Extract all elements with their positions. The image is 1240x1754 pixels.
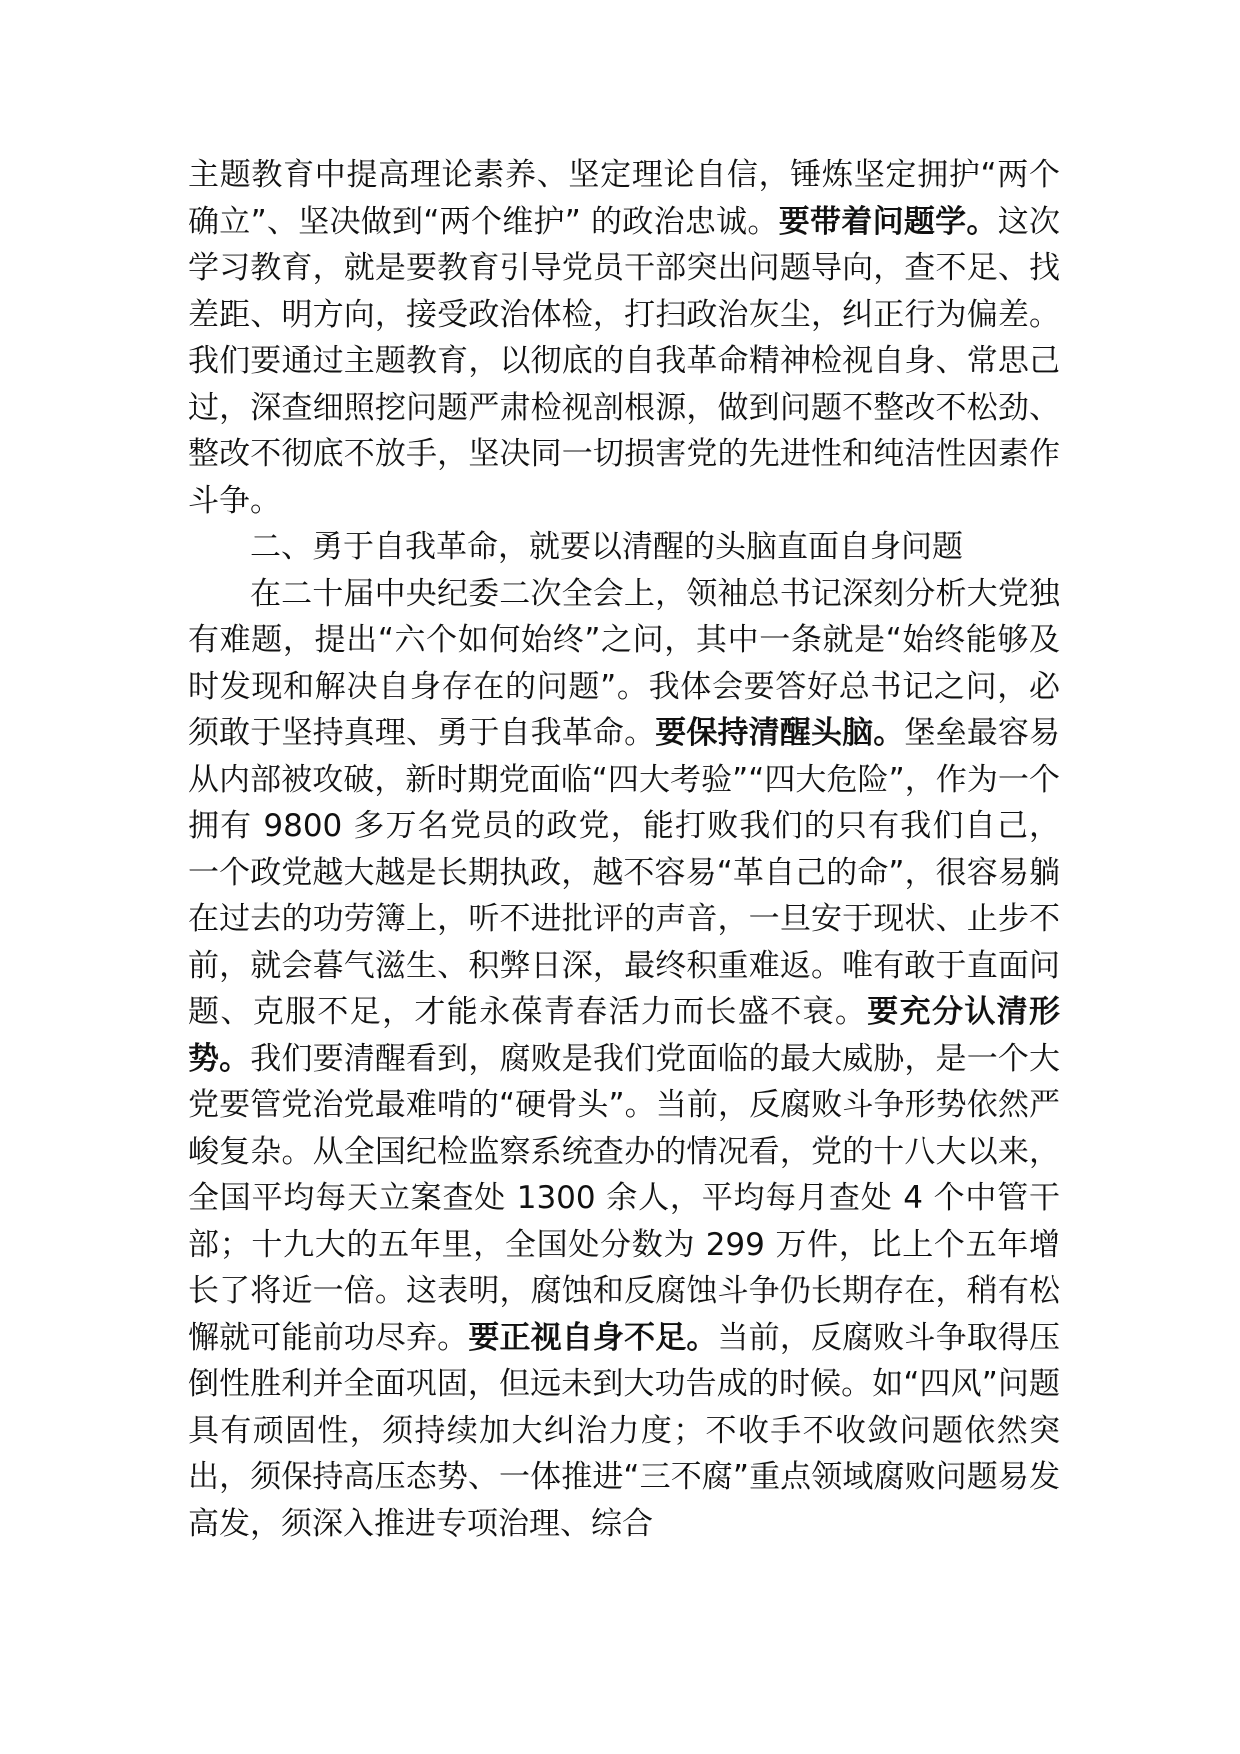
paragraph-2-text-4: 当前，反腐败斗争取得压倒性胜利并全面巩固，但远未到大功告成的时候。如“四风”问题具有顽固性，须持续加大纠治力度；不收手不收敛问题依然突出，须保持高压态势、一体推进“三不腐”重点领域腐败问题易发高发，须深入推进专项治理、综合 — [188, 1319, 1061, 1542]
paragraph-2-bold-2: 要充分认清形势。 — [188, 994, 1061, 1077]
paragraph-2-text-1: 在二十届中央纪委二次全会上，领袖总书记深刻分析大党独有难题，提出“六个如何始终”之问，其中一条就是“始终能够及时发现和解决自身存在的问题”。我体会要答好总书记之问，必须敢于坚持真理、勇于自我革命。 — [188, 575, 1060, 751]
paragraph-1-bold-1: 要带着问题学。 — [778, 203, 998, 240]
paragraph-2 — [188, 571, 1060, 1548]
paragraph-1-text-1: 主题教育中提高理论素养、坚定理论自信，锤炼坚定拥护“两个确立”、坚决做到“两个维护” 的政治忠诚。 — [188, 157, 1060, 240]
document-page — [188, 152, 1060, 1547]
paragraph-1-text-2: 这次学习教育，就是要教育引导党员干部突出问题导向，查不足、找差距、明方向，接受政治体检，打扫政治灰尘，纠正行为偏差。我们要通过主题教育，以彻底的自我革命精神检视自身、常思己过，深查细照挖问题严肃检视剖根源，做到问题不整改不松劲、整改不彻底不放手，坚决同一切损害党的先进性和纯洁性因素作斗争。 — [188, 203, 1061, 519]
paragraph-2-bold-3: 要正视自身不足。 — [468, 1319, 718, 1356]
paragraph-2-text-3: 我们要清醒看到，腐败是我们党面临的最大威胁，是一个大党要管党治党最难啃的“硬骨头”。当前，反腐败斗争形势依然严峻复杂。从全国纪检监察系统查办的情况看，党的十八大以来，全国平均每天立案查处 1300 余人，平均每月查处 4 个中管干部；十九大的五年里，全国处分数为 299 万件，比上个五年增长了将近一倍。这表明，腐蚀和反腐蚀斗争仍长期存在，稍有松懈就可能前功尽弃。 — [188, 1040, 1060, 1356]
paragraph-1 — [188, 152, 1060, 524]
paragraph-2-text-2: 堡垒最容易从内部被攻破，新时期党面临“四大考验”“四大危险”，作为一个拥有 9800 多万名党员的政党，能打败我们的只有我们自己，一个政党越大越是长期执政，越不容易“革自己的命”，很容易躺在过去的功劳簿上，听不进批评的声音，一旦安于现状、止步不前，就会暮气滋生、积弊日深，最终积重难返。唯有敢于直面问题、克服不足，才能永葆青春活力而长盛不衰。 — [188, 715, 1061, 1030]
paragraph-2-bold-1: 要保持清醒头脑。 — [655, 715, 905, 751]
section-heading-2: 二、勇于自我革命，就要以清醒的头脑直面自身问题 — [250, 529, 963, 565]
